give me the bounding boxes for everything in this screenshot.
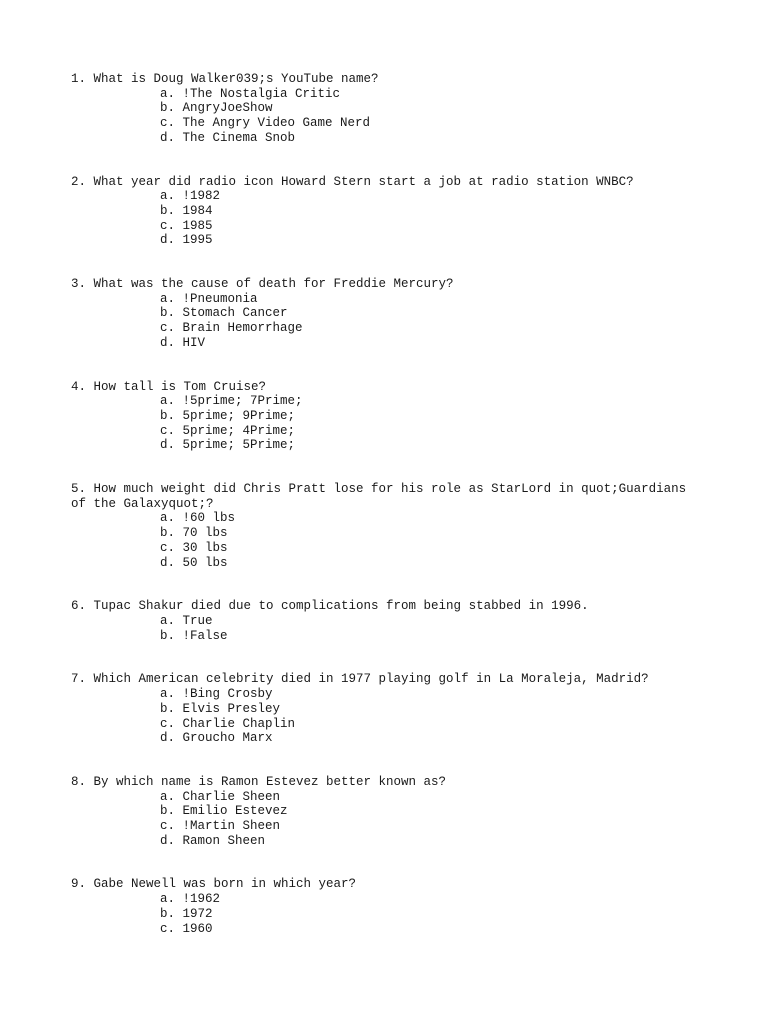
- question-text: 7. Which American celebrity died in 1977 playing golf in La Moraleja, Madrid?: [71, 672, 649, 687]
- choice-item: a. True: [160, 613, 213, 628]
- choice-item: d. 50 lbs: [160, 555, 228, 570]
- choice-list: [71, 687, 701, 746]
- choice-item: c. 5prime; 4Prime;: [160, 423, 296, 438]
- choice-list: [71, 292, 701, 351]
- question-text: 8. By which name is Ramon Estevez better known as?: [71, 774, 447, 789]
- choice-list: [71, 614, 701, 643]
- question-4: [71, 380, 701, 454]
- choice-item: c. Brain Hemorrhage: [160, 321, 303, 336]
- question-5: [71, 482, 701, 570]
- choice-item: b. 1972: [160, 906, 213, 921]
- question-9: [71, 877, 701, 936]
- choice-item: a. !1962: [160, 892, 221, 907]
- choice-item: d. 5prime; 5Prime;: [160, 438, 296, 453]
- choice-item: d. Groucho Marx: [160, 731, 273, 746]
- choice-item: a. Charlie Sheen: [160, 789, 281, 804]
- choice-item: c. The Angry Video Game Nerd: [160, 116, 371, 131]
- choice-item: b. Elvis Presley: [160, 701, 281, 716]
- choice-item: d. The Cinema Snob: [160, 130, 296, 145]
- choice-item: a. !60 lbs: [160, 511, 236, 526]
- quiz-document: [71, 72, 701, 965]
- question-text: 1. What is Doug Walker039;s YouTube name?: [71, 72, 379, 86]
- choice-item: d. 1995: [160, 233, 213, 248]
- question-7: [71, 672, 701, 746]
- choice-item: b. AngryJoeShow: [160, 101, 273, 116]
- question-text: 3. What was the cause of death for Freddie Mercury?: [71, 277, 454, 292]
- choice-list: [71, 511, 701, 570]
- choice-item: c. !Martin Sheen: [160, 819, 281, 834]
- choice-list: [71, 87, 701, 146]
- choice-item: b. 70 lbs: [160, 526, 228, 541]
- question-3: [71, 277, 701, 351]
- question-2: [71, 175, 701, 249]
- choice-item: c. 1985: [160, 218, 213, 233]
- question-6: [71, 599, 701, 643]
- choice-item: b. 1984: [160, 203, 213, 218]
- choice-list: [71, 892, 701, 936]
- choice-item: b. !False: [160, 628, 228, 643]
- question-text: 4. How tall is Tom Cruise?: [71, 379, 267, 394]
- choice-list: [71, 189, 701, 248]
- choice-item: d. Ramon Sheen: [160, 833, 266, 848]
- choice-item: b. Stomach Cancer: [160, 306, 288, 321]
- choice-list: [71, 394, 701, 453]
- question-text: 5. How much weight did Chris Pratt lose for his role as StarLord in quot;Guardians of the Galaxyquot;?: [71, 482, 694, 511]
- question-1: [71, 72, 701, 146]
- choice-item: c. Charlie Chaplin: [160, 716, 296, 731]
- choice-item: a. !Bing Crosby: [160, 687, 273, 702]
- choice-item: b. 5prime; 9Prime;: [160, 408, 296, 423]
- choice-list: [71, 790, 701, 849]
- choice-item: a. !The Nostalgia Critic: [160, 86, 341, 101]
- question-text: 6. Tupac Shakur died due to complications from being stabbed in 1996.: [71, 599, 589, 614]
- choice-item: a. !1982: [160, 189, 221, 204]
- question-8: [71, 775, 701, 849]
- question-text: 2. What year did radio icon Howard Stern start a job at radio station WNBC?: [71, 174, 634, 189]
- choice-item: c. 1960: [160, 921, 213, 936]
- choice-item: c. 30 lbs: [160, 540, 228, 555]
- choice-item: d. HIV: [160, 335, 206, 350]
- choice-item: b. Emilio Estevez: [160, 804, 288, 819]
- choice-item: a. !5prime; 7Prime;: [160, 394, 303, 409]
- question-text: 9. Gabe Newell was born in which year?: [71, 877, 357, 892]
- choice-item: a. !Pneumonia: [160, 291, 258, 306]
